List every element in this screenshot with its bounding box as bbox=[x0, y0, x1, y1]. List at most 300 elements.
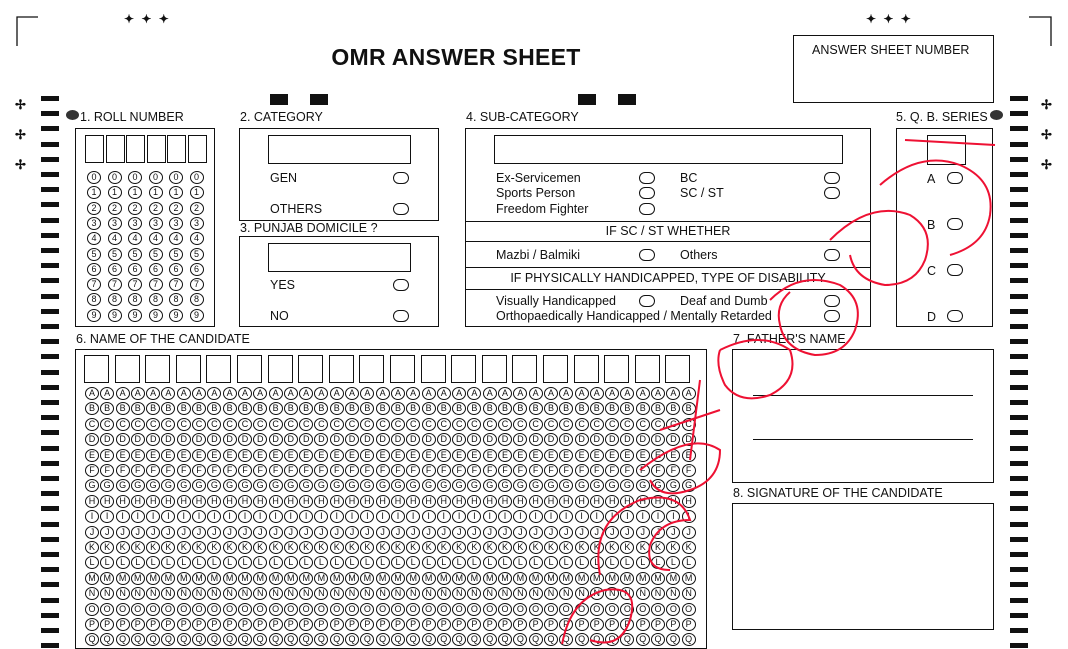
sc-others-bubble[interactable] bbox=[824, 249, 840, 261]
name-letter-bubble[interactable]: F bbox=[575, 464, 589, 477]
name-letter-bubble[interactable]: P bbox=[651, 618, 665, 631]
name-letter-bubble[interactable]: K bbox=[85, 541, 99, 554]
name-letter-bubble[interactable]: Q bbox=[406, 633, 420, 646]
name-letter-bubble[interactable]: J bbox=[207, 526, 221, 539]
name-letter-bubble[interactable]: M bbox=[406, 572, 420, 585]
name-letter-bubble[interactable]: K bbox=[575, 541, 589, 554]
roll-digit-bubble[interactable]: 0 bbox=[87, 171, 101, 184]
name-letter-bubble[interactable]: F bbox=[682, 464, 696, 477]
name-letter-bubble[interactable]: P bbox=[284, 618, 298, 631]
name-letter-bubble[interactable]: Q bbox=[330, 633, 344, 646]
name-letter-bubble[interactable]: H bbox=[437, 495, 451, 508]
name-letter-bubble[interactable]: P bbox=[682, 618, 696, 631]
name-letter-bubble[interactable]: O bbox=[682, 603, 696, 616]
name-letter-bubble[interactable]: F bbox=[406, 464, 420, 477]
name-letter-bubble[interactable]: B bbox=[284, 402, 298, 415]
roll-digit-bubble[interactable]: 6 bbox=[169, 263, 183, 276]
name-letter-bubble[interactable]: D bbox=[223, 433, 237, 446]
name-letter-bubble[interactable]: L bbox=[605, 556, 619, 569]
name-letter-bubble[interactable]: B bbox=[100, 402, 114, 415]
roll-digit-bubble[interactable]: 4 bbox=[128, 232, 142, 245]
name-letter-bubble[interactable]: L bbox=[620, 556, 634, 569]
name-letter-bubble[interactable]: G bbox=[452, 479, 466, 492]
roll-digit-bubble[interactable]: 2 bbox=[128, 202, 142, 215]
name-letter-bubble[interactable]: C bbox=[360, 418, 374, 431]
name-letter-bubble[interactable]: J bbox=[131, 526, 145, 539]
roll-digit-bubble[interactable]: 1 bbox=[108, 186, 122, 199]
name-letter-bubble[interactable]: H bbox=[192, 495, 206, 508]
name-letter-box[interactable] bbox=[359, 355, 384, 383]
name-letter-bubble[interactable]: K bbox=[269, 541, 283, 554]
roll-digit-bubble[interactable]: 9 bbox=[169, 309, 183, 322]
name-letter-bubble[interactable]: P bbox=[85, 618, 99, 631]
roll-digit-bubble[interactable]: 9 bbox=[149, 309, 163, 322]
name-letter-bubble[interactable]: D bbox=[529, 433, 543, 446]
name-letter-bubble[interactable]: J bbox=[682, 526, 696, 539]
name-letter-bubble[interactable]: N bbox=[299, 587, 313, 600]
name-letter-bubble[interactable]: G bbox=[100, 479, 114, 492]
name-letter-bubble[interactable]: H bbox=[422, 495, 436, 508]
name-letter-bubble[interactable]: L bbox=[483, 556, 497, 569]
name-letter-bubble[interactable]: N bbox=[605, 587, 619, 600]
name-letter-bubble[interactable]: O bbox=[269, 603, 283, 616]
name-letter-bubble[interactable]: H bbox=[620, 495, 634, 508]
name-letter-bubble[interactable]: C bbox=[391, 418, 405, 431]
name-letter-bubble[interactable]: O bbox=[452, 603, 466, 616]
name-letter-bubble[interactable]: L bbox=[269, 556, 283, 569]
name-letter-bubble[interactable]: Q bbox=[620, 633, 634, 646]
name-letter-bubble[interactable]: E bbox=[636, 449, 650, 462]
name-letter-bubble[interactable]: J bbox=[483, 526, 497, 539]
name-letter-bubble[interactable]: F bbox=[498, 464, 512, 477]
name-letter-bubble[interactable]: K bbox=[223, 541, 237, 554]
name-letter-bubble[interactable]: M bbox=[85, 572, 99, 585]
name-letter-bubble[interactable]: J bbox=[85, 526, 99, 539]
name-letter-bubble[interactable]: B bbox=[483, 402, 497, 415]
name-letter-box[interactable] bbox=[665, 355, 690, 383]
name-letter-bubble[interactable]: Q bbox=[100, 633, 114, 646]
name-letter-bubble[interactable]: Q bbox=[467, 633, 481, 646]
name-letter-bubble[interactable]: L bbox=[544, 556, 558, 569]
name-letter-bubble[interactable]: B bbox=[467, 402, 481, 415]
name-letter-bubble[interactable]: O bbox=[513, 603, 527, 616]
name-letter-bubble[interactable]: J bbox=[559, 526, 573, 539]
name-letter-bubble[interactable]: A bbox=[192, 387, 206, 400]
name-letter-bubble[interactable]: P bbox=[376, 618, 390, 631]
name-letter-bubble[interactable]: O bbox=[207, 603, 221, 616]
name-letter-bubble[interactable]: G bbox=[483, 479, 497, 492]
roll-digit-bubble[interactable]: 1 bbox=[87, 186, 101, 199]
roll-digit-bubble[interactable]: 8 bbox=[169, 293, 183, 306]
name-letter-bubble[interactable]: N bbox=[636, 587, 650, 600]
name-letter-bubble[interactable]: Q bbox=[376, 633, 390, 646]
name-letter-bubble[interactable]: M bbox=[238, 572, 252, 585]
name-letter-bubble[interactable]: O bbox=[529, 603, 543, 616]
name-letter-bubble[interactable]: E bbox=[376, 449, 390, 462]
name-letter-bubble[interactable]: N bbox=[238, 587, 252, 600]
name-letter-bubble[interactable]: O bbox=[284, 603, 298, 616]
name-letter-bubble[interactable]: Q bbox=[238, 633, 252, 646]
name-letter-bubble[interactable]: O bbox=[345, 603, 359, 616]
name-letter-bubble[interactable]: E bbox=[590, 449, 604, 462]
mazbi-bubble[interactable] bbox=[639, 249, 655, 261]
roll-digit-bubble[interactable]: 5 bbox=[128, 248, 142, 261]
name-letter-bubble[interactable]: L bbox=[467, 556, 481, 569]
name-letter-bubble[interactable]: H bbox=[467, 495, 481, 508]
name-letter-bubble[interactable]: K bbox=[360, 541, 374, 554]
name-letter-bubble[interactable]: L bbox=[131, 556, 145, 569]
name-letter-bubble[interactable]: C bbox=[406, 418, 420, 431]
name-letter-bubble[interactable]: B bbox=[437, 402, 451, 415]
name-letter-bubble[interactable]: K bbox=[437, 541, 451, 554]
name-letter-bubble[interactable]: C bbox=[284, 418, 298, 431]
name-letter-bubble[interactable]: F bbox=[636, 464, 650, 477]
name-letter-bubble[interactable]: B bbox=[559, 402, 573, 415]
roll-digit-bubble[interactable]: 7 bbox=[87, 278, 101, 291]
name-letter-bubble[interactable]: D bbox=[406, 433, 420, 446]
name-letter-bubble[interactable]: H bbox=[85, 495, 99, 508]
name-letter-bubble[interactable]: J bbox=[590, 526, 604, 539]
name-letter-bubble[interactable]: I bbox=[575, 510, 589, 523]
category-gen-bubble[interactable] bbox=[393, 172, 409, 184]
name-letter-bubble[interactable]: E bbox=[575, 449, 589, 462]
category-others-bubble[interactable] bbox=[393, 203, 409, 215]
name-letter-bubble[interactable]: O bbox=[544, 603, 558, 616]
name-letter-bubble[interactable]: J bbox=[575, 526, 589, 539]
name-letter-bubble[interactable]: G bbox=[529, 479, 543, 492]
name-letter-bubble[interactable]: I bbox=[422, 510, 436, 523]
name-letter-bubble[interactable]: P bbox=[177, 618, 191, 631]
name-letter-bubble[interactable]: J bbox=[360, 526, 374, 539]
name-letter-bubble[interactable]: A bbox=[467, 387, 481, 400]
name-letter-bubble[interactable]: D bbox=[651, 433, 665, 446]
roll-digit-box[interactable] bbox=[85, 135, 104, 163]
roll-digit-bubble[interactable]: 3 bbox=[108, 217, 122, 230]
qb-b-bubble[interactable] bbox=[947, 218, 963, 230]
name-letter-bubble[interactable]: I bbox=[207, 510, 221, 523]
name-letter-bubble[interactable]: C bbox=[452, 418, 466, 431]
name-letter-bubble[interactable]: C bbox=[116, 418, 130, 431]
name-letter-bubble[interactable]: M bbox=[575, 572, 589, 585]
name-letter-bubble[interactable]: I bbox=[269, 510, 283, 523]
name-letter-bubble[interactable]: G bbox=[376, 479, 390, 492]
roll-digit-bubble[interactable]: 0 bbox=[190, 171, 204, 184]
name-letter-bubble[interactable]: K bbox=[314, 541, 328, 554]
name-letter-bubble[interactable]: J bbox=[253, 526, 267, 539]
name-letter-bubble[interactable]: J bbox=[223, 526, 237, 539]
name-letter-bubble[interactable]: H bbox=[483, 495, 497, 508]
sc-st-bubble[interactable] bbox=[824, 187, 840, 199]
father-name-line-1[interactable] bbox=[753, 395, 973, 396]
name-letter-bubble[interactable]: C bbox=[146, 418, 160, 431]
name-letter-bubble[interactable]: I bbox=[116, 510, 130, 523]
name-letter-bubble[interactable]: M bbox=[636, 572, 650, 585]
name-letter-bubble[interactable]: I bbox=[360, 510, 374, 523]
name-letter-bubble[interactable]: A bbox=[345, 387, 359, 400]
name-letter-bubble[interactable]: O bbox=[437, 603, 451, 616]
roll-digit-bubble[interactable]: 8 bbox=[108, 293, 122, 306]
name-letter-bubble[interactable]: I bbox=[299, 510, 313, 523]
name-letter-bubble[interactable]: K bbox=[376, 541, 390, 554]
name-letter-bubble[interactable]: Q bbox=[131, 633, 145, 646]
name-letter-bubble[interactable]: L bbox=[498, 556, 512, 569]
roll-digit-bubble[interactable]: 8 bbox=[190, 293, 204, 306]
name-letter-bubble[interactable]: L bbox=[590, 556, 604, 569]
deaf-dumb-bubble[interactable] bbox=[824, 295, 840, 307]
name-letter-bubble[interactable]: F bbox=[422, 464, 436, 477]
name-letter-bubble[interactable]: Q bbox=[177, 633, 191, 646]
name-letter-bubble[interactable]: J bbox=[269, 526, 283, 539]
name-letter-bubble[interactable]: F bbox=[253, 464, 267, 477]
name-letter-bubble[interactable]: L bbox=[299, 556, 313, 569]
name-letter-bubble[interactable]: Q bbox=[605, 633, 619, 646]
name-letter-bubble[interactable]: C bbox=[177, 418, 191, 431]
name-letter-bubble[interactable]: B bbox=[360, 402, 374, 415]
name-letter-bubble[interactable]: Q bbox=[513, 633, 527, 646]
name-letter-bubble[interactable]: H bbox=[100, 495, 114, 508]
name-letter-bubble[interactable]: P bbox=[666, 618, 680, 631]
name-letter-bubble[interactable]: N bbox=[207, 587, 221, 600]
name-letter-bubble[interactable]: Q bbox=[314, 633, 328, 646]
name-letter-bubble[interactable]: O bbox=[376, 603, 390, 616]
name-letter-bubble[interactable]: H bbox=[299, 495, 313, 508]
name-letter-bubble[interactable]: P bbox=[100, 618, 114, 631]
name-letter-bubble[interactable]: A bbox=[483, 387, 497, 400]
name-letter-bubble[interactable]: D bbox=[682, 433, 696, 446]
name-letter-bubble[interactable]: C bbox=[85, 418, 99, 431]
name-letter-bubble[interactable]: A bbox=[620, 387, 634, 400]
name-letter-box[interactable] bbox=[512, 355, 537, 383]
name-letter-bubble[interactable]: J bbox=[651, 526, 665, 539]
name-letter-bubble[interactable]: P bbox=[238, 618, 252, 631]
name-letter-bubble[interactable]: K bbox=[406, 541, 420, 554]
name-letter-bubble[interactable]: M bbox=[605, 572, 619, 585]
name-letter-bubble[interactable]: O bbox=[559, 603, 573, 616]
roll-digit-box[interactable] bbox=[147, 135, 166, 163]
roll-digit-bubble[interactable]: 9 bbox=[190, 309, 204, 322]
name-letter-bubble[interactable]: A bbox=[314, 387, 328, 400]
name-letter-bubble[interactable]: C bbox=[682, 418, 696, 431]
name-letter-bubble[interactable]: G bbox=[299, 479, 313, 492]
name-letter-bubble[interactable]: A bbox=[146, 387, 160, 400]
name-letter-bubble[interactable]: K bbox=[605, 541, 619, 554]
roll-digit-bubble[interactable]: 2 bbox=[190, 202, 204, 215]
name-letter-bubble[interactable]: J bbox=[192, 526, 206, 539]
name-letter-bubble[interactable]: A bbox=[177, 387, 191, 400]
name-letter-bubble[interactable]: D bbox=[85, 433, 99, 446]
name-letter-bubble[interactable]: N bbox=[269, 587, 283, 600]
name-letter-bubble[interactable]: C bbox=[253, 418, 267, 431]
name-letter-bubble[interactable]: B bbox=[192, 402, 206, 415]
name-letter-bubble[interactable]: H bbox=[360, 495, 374, 508]
name-letter-bubble[interactable]: B bbox=[498, 402, 512, 415]
name-letter-bubble[interactable]: Q bbox=[223, 633, 237, 646]
name-letter-bubble[interactable]: F bbox=[146, 464, 160, 477]
name-letter-bubble[interactable]: C bbox=[605, 418, 619, 431]
name-letter-bubble[interactable]: N bbox=[345, 587, 359, 600]
name-letter-bubble[interactable]: E bbox=[467, 449, 481, 462]
name-letter-bubble[interactable]: E bbox=[299, 449, 313, 462]
name-letter-bubble[interactable]: E bbox=[620, 449, 634, 462]
name-letter-bubble[interactable]: I bbox=[666, 510, 680, 523]
name-letter-bubble[interactable]: D bbox=[284, 433, 298, 446]
name-letter-bubble[interactable]: B bbox=[253, 402, 267, 415]
name-letter-bubble[interactable]: I bbox=[146, 510, 160, 523]
name-letter-bubble[interactable]: Q bbox=[452, 633, 466, 646]
name-letter-bubble[interactable]: K bbox=[422, 541, 436, 554]
name-letter-bubble[interactable]: I bbox=[330, 510, 344, 523]
name-letter-bubble[interactable]: M bbox=[253, 572, 267, 585]
name-letter-bubble[interactable]: P bbox=[529, 618, 543, 631]
name-letter-bubble[interactable]: G bbox=[146, 479, 160, 492]
name-letter-bubble[interactable]: G bbox=[330, 479, 344, 492]
name-letter-bubble[interactable]: M bbox=[452, 572, 466, 585]
name-letter-bubble[interactable]: G bbox=[682, 479, 696, 492]
name-letter-bubble[interactable]: J bbox=[544, 526, 558, 539]
roll-digit-bubble[interactable]: 8 bbox=[87, 293, 101, 306]
roll-digit-bubble[interactable]: 5 bbox=[190, 248, 204, 261]
name-letter-bubble[interactable]: P bbox=[161, 618, 175, 631]
name-letter-bubble[interactable]: H bbox=[391, 495, 405, 508]
name-letter-bubble[interactable]: A bbox=[529, 387, 543, 400]
name-letter-bubble[interactable]: O bbox=[391, 603, 405, 616]
name-letter-bubble[interactable]: Q bbox=[559, 633, 573, 646]
name-letter-bubble[interactable]: M bbox=[330, 572, 344, 585]
name-letter-bubble[interactable]: E bbox=[452, 449, 466, 462]
name-letter-bubble[interactable]: I bbox=[559, 510, 573, 523]
name-letter-bubble[interactable]: Q bbox=[544, 633, 558, 646]
name-letter-bubble[interactable]: B bbox=[131, 402, 145, 415]
name-letter-bubble[interactable]: C bbox=[161, 418, 175, 431]
name-letter-bubble[interactable]: B bbox=[376, 402, 390, 415]
name-letter-bubble[interactable]: Q bbox=[192, 633, 206, 646]
name-letter-bubble[interactable]: N bbox=[575, 587, 589, 600]
name-letter-bubble[interactable]: E bbox=[223, 449, 237, 462]
roll-digit-bubble[interactable]: 0 bbox=[108, 171, 122, 184]
name-letter-bubble[interactable]: C bbox=[544, 418, 558, 431]
name-letter-bubble[interactable]: F bbox=[116, 464, 130, 477]
name-letter-bubble[interactable]: I bbox=[467, 510, 481, 523]
name-letter-bubble[interactable]: N bbox=[146, 587, 160, 600]
name-letter-bubble[interactable]: C bbox=[223, 418, 237, 431]
name-letter-bubble[interactable]: H bbox=[513, 495, 527, 508]
name-letter-bubble[interactable]: K bbox=[391, 541, 405, 554]
name-letter-bubble[interactable]: F bbox=[590, 464, 604, 477]
name-letter-bubble[interactable]: D bbox=[422, 433, 436, 446]
name-letter-bubble[interactable]: P bbox=[314, 618, 328, 631]
name-letter-bubble[interactable]: M bbox=[559, 572, 573, 585]
name-letter-bubble[interactable]: E bbox=[161, 449, 175, 462]
name-letter-bubble[interactable]: A bbox=[238, 387, 252, 400]
name-letter-bubble[interactable]: Q bbox=[590, 633, 604, 646]
name-letter-bubble[interactable]: E bbox=[238, 449, 252, 462]
name-letter-bubble[interactable]: M bbox=[422, 572, 436, 585]
name-letter-bubble[interactable]: P bbox=[391, 618, 405, 631]
name-letter-bubble[interactable]: C bbox=[422, 418, 436, 431]
name-letter-bubble[interactable]: A bbox=[85, 387, 99, 400]
bc-bubble[interactable] bbox=[824, 172, 840, 184]
name-letter-box[interactable] bbox=[421, 355, 446, 383]
name-letter-bubble[interactable]: L bbox=[345, 556, 359, 569]
name-letter-bubble[interactable]: G bbox=[207, 479, 221, 492]
name-letter-bubble[interactable]: H bbox=[636, 495, 650, 508]
name-letter-bubble[interactable]: N bbox=[177, 587, 191, 600]
name-letter-bubble[interactable]: D bbox=[620, 433, 634, 446]
name-letter-bubble[interactable]: B bbox=[177, 402, 191, 415]
name-letter-bubble[interactable]: M bbox=[483, 572, 497, 585]
name-letter-bubble[interactable]: A bbox=[452, 387, 466, 400]
name-letter-bubble[interactable]: Q bbox=[391, 633, 405, 646]
name-letter-bubble[interactable]: I bbox=[391, 510, 405, 523]
name-letter-bubble[interactable]: P bbox=[544, 618, 558, 631]
name-letter-bubble[interactable]: C bbox=[575, 418, 589, 431]
name-letter-bubble[interactable]: P bbox=[146, 618, 160, 631]
name-letter-bubble[interactable]: D bbox=[467, 433, 481, 446]
name-letter-bubble[interactable]: F bbox=[529, 464, 543, 477]
name-letter-bubble[interactable]: G bbox=[192, 479, 206, 492]
name-letter-bubble[interactable]: E bbox=[406, 449, 420, 462]
roll-digit-bubble[interactable]: 8 bbox=[128, 293, 142, 306]
name-letter-bubble[interactable]: E bbox=[666, 449, 680, 462]
name-letter-bubble[interactable]: L bbox=[85, 556, 99, 569]
name-letter-bubble[interactable]: G bbox=[437, 479, 451, 492]
roll-digit-bubble[interactable]: 7 bbox=[149, 278, 163, 291]
roll-digit-bubble[interactable]: 4 bbox=[169, 232, 183, 245]
name-letter-bubble[interactable]: H bbox=[116, 495, 130, 508]
name-letter-bubble[interactable]: E bbox=[131, 449, 145, 462]
name-letter-bubble[interactable]: F bbox=[345, 464, 359, 477]
name-letter-bubble[interactable]: O bbox=[161, 603, 175, 616]
name-letter-bubble[interactable]: P bbox=[299, 618, 313, 631]
name-letter-bubble[interactable]: E bbox=[682, 449, 696, 462]
name-letter-bubble[interactable]: H bbox=[207, 495, 221, 508]
name-letter-bubble[interactable]: I bbox=[498, 510, 512, 523]
name-letter-bubble[interactable]: C bbox=[192, 418, 206, 431]
name-letter-bubble[interactable]: G bbox=[360, 479, 374, 492]
visually-handicapped-bubble[interactable] bbox=[639, 295, 655, 307]
name-letter-bubble[interactable]: C bbox=[483, 418, 497, 431]
name-letter-bubble[interactable]: G bbox=[422, 479, 436, 492]
name-letter-bubble[interactable]: K bbox=[146, 541, 160, 554]
name-letter-bubble[interactable]: M bbox=[269, 572, 283, 585]
name-letter-bubble[interactable]: E bbox=[284, 449, 298, 462]
roll-digit-bubble[interactable]: 2 bbox=[169, 202, 183, 215]
name-letter-bubble[interactable]: J bbox=[666, 526, 680, 539]
name-letter-bubble[interactable]: M bbox=[223, 572, 237, 585]
name-letter-bubble[interactable]: H bbox=[131, 495, 145, 508]
name-letter-bubble[interactable]: E bbox=[483, 449, 497, 462]
name-letter-bubble[interactable]: N bbox=[559, 587, 573, 600]
name-letter-bubble[interactable]: G bbox=[666, 479, 680, 492]
roll-digit-bubble[interactable]: 5 bbox=[169, 248, 183, 261]
name-letter-bubble[interactable]: F bbox=[330, 464, 344, 477]
name-letter-bubble[interactable]: Q bbox=[682, 633, 696, 646]
name-letter-bubble[interactable]: F bbox=[299, 464, 313, 477]
name-letter-bubble[interactable]: Q bbox=[575, 633, 589, 646]
name-letter-bubble[interactable]: P bbox=[620, 618, 634, 631]
name-letter-box[interactable] bbox=[451, 355, 476, 383]
signature-box[interactable] bbox=[732, 503, 994, 630]
name-letter-bubble[interactable]: C bbox=[590, 418, 604, 431]
name-letter-bubble[interactable]: B bbox=[406, 402, 420, 415]
name-letter-bubble[interactable]: B bbox=[85, 402, 99, 415]
name-letter-bubble[interactable]: E bbox=[651, 449, 665, 462]
name-letter-bubble[interactable]: D bbox=[513, 433, 527, 446]
roll-digit-bubble[interactable]: 6 bbox=[190, 263, 204, 276]
name-letter-bubble[interactable]: F bbox=[100, 464, 114, 477]
name-letter-bubble[interactable]: F bbox=[177, 464, 191, 477]
name-letter-bubble[interactable]: M bbox=[529, 572, 543, 585]
